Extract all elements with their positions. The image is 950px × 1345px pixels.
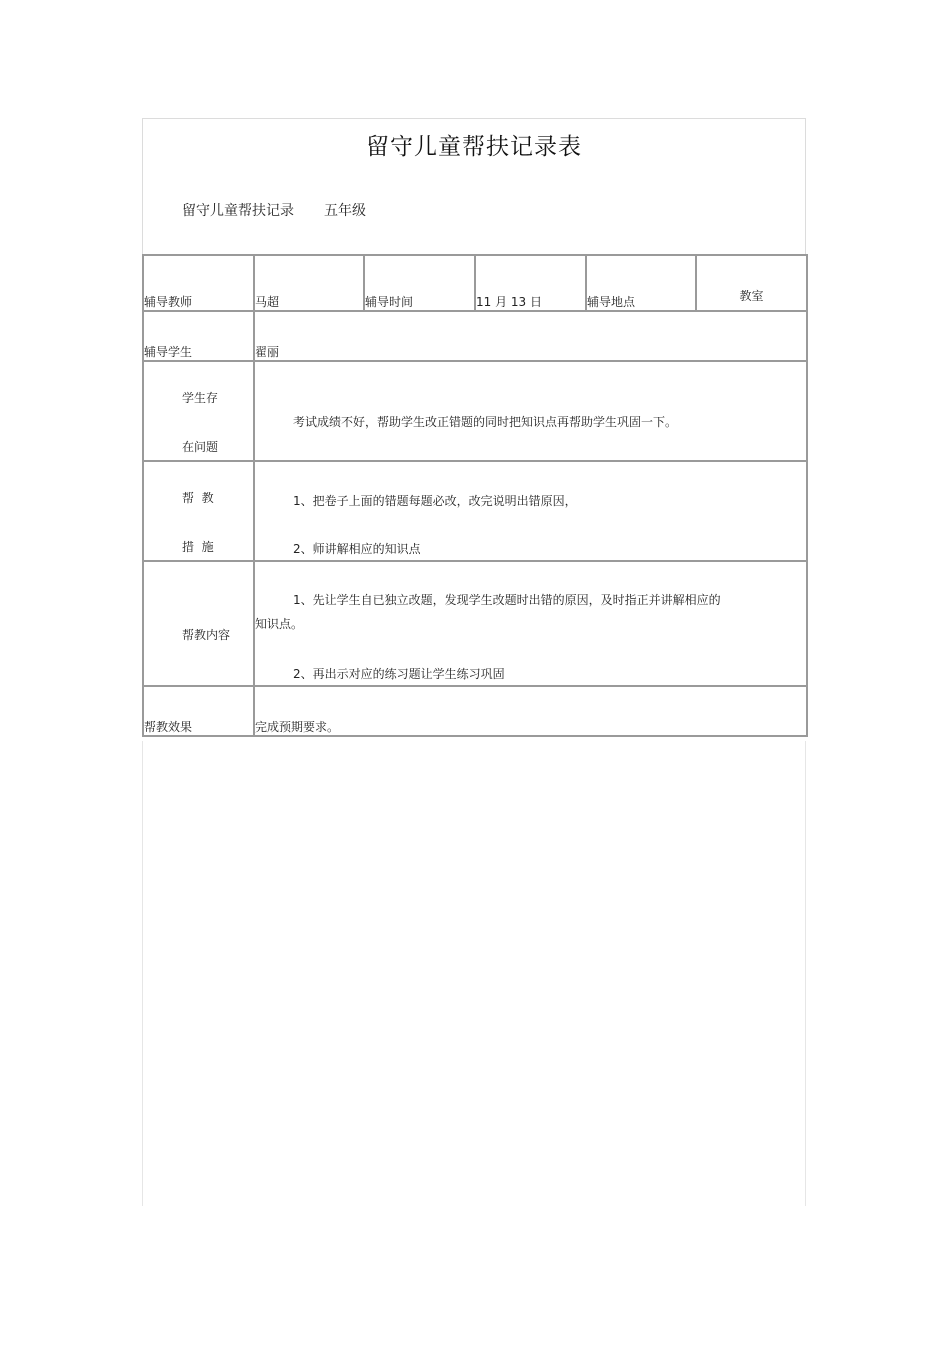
effect-label: 帮教效果	[144, 720, 193, 734]
table-row-problems	[143, 361, 807, 461]
document-title: 留守儿童帮扶记录表	[366, 134, 582, 160]
effect-value-cell	[254, 686, 807, 736]
place-value-cell	[696, 255, 807, 311]
table-row-effect	[143, 686, 807, 736]
problems-label-line2: 在问题	[182, 440, 219, 454]
effect-label-cell	[143, 686, 254, 736]
subtitle-text: 留守儿童帮扶记录	[182, 203, 294, 219]
table-row-student	[143, 311, 807, 361]
measures-item-2: 2、师讲解相应的知识点	[293, 542, 421, 556]
measures-label-cell	[143, 461, 254, 561]
table-row-teacher	[143, 255, 807, 311]
problems-value: 考试成绩不好，帮助学生改正错题的同时把知识点再帮助学生巩固一下。	[293, 415, 678, 429]
document-subtitle	[182, 200, 366, 220]
page-frame-bottom	[142, 741, 806, 1206]
problems-label-line1: 学生存	[182, 391, 219, 405]
teacher-label-cell	[143, 255, 254, 311]
student-label-cell	[143, 311, 254, 361]
record-form-table	[142, 254, 808, 737]
time-label-cell	[364, 255, 475, 311]
content-item-1-line2: 知识点。	[255, 617, 304, 631]
student-value: 翟丽	[255, 345, 280, 359]
student-label: 辅导学生	[144, 345, 193, 359]
measures-item-1: 1、把卷子上面的错题每题必改，改完说明出错原因，	[293, 494, 577, 508]
content-value-cell	[254, 561, 807, 686]
measures-label-line2: 措 施	[182, 540, 214, 554]
teacher-value-cell	[254, 255, 364, 311]
teacher-label: 辅导教师	[144, 295, 193, 309]
content-label: 帮教内容	[182, 628, 231, 642]
problems-value-cell	[254, 361, 807, 461]
place-label: 辅导地点	[587, 295, 636, 309]
time-value: 11 月 13 日	[476, 295, 542, 309]
problems-label-cell	[143, 361, 254, 461]
teacher-value: 马超	[255, 295, 280, 309]
measures-label-line1: 帮 教	[182, 491, 214, 505]
place-label-cell	[586, 255, 696, 311]
measures-value-cell	[254, 461, 807, 561]
content-item-2: 2、再出示对应的练习题让学生练习巩固	[293, 667, 505, 681]
content-label-cell	[143, 561, 254, 686]
table-row-measures	[143, 461, 807, 561]
time-label: 辅导时间	[365, 295, 414, 309]
content-item-1-line1: 1、先让学生自已独立改题，发现学生改题时出错的原因，及时指正并讲解相应的	[293, 593, 721, 607]
table-row-content	[143, 561, 807, 686]
student-value-cell	[254, 311, 807, 361]
grade-text: 五年级	[324, 203, 366, 219]
place-value: 教室	[739, 289, 764, 303]
effect-value: 完成预期要求。	[255, 720, 340, 734]
time-value-cell	[475, 255, 586, 311]
